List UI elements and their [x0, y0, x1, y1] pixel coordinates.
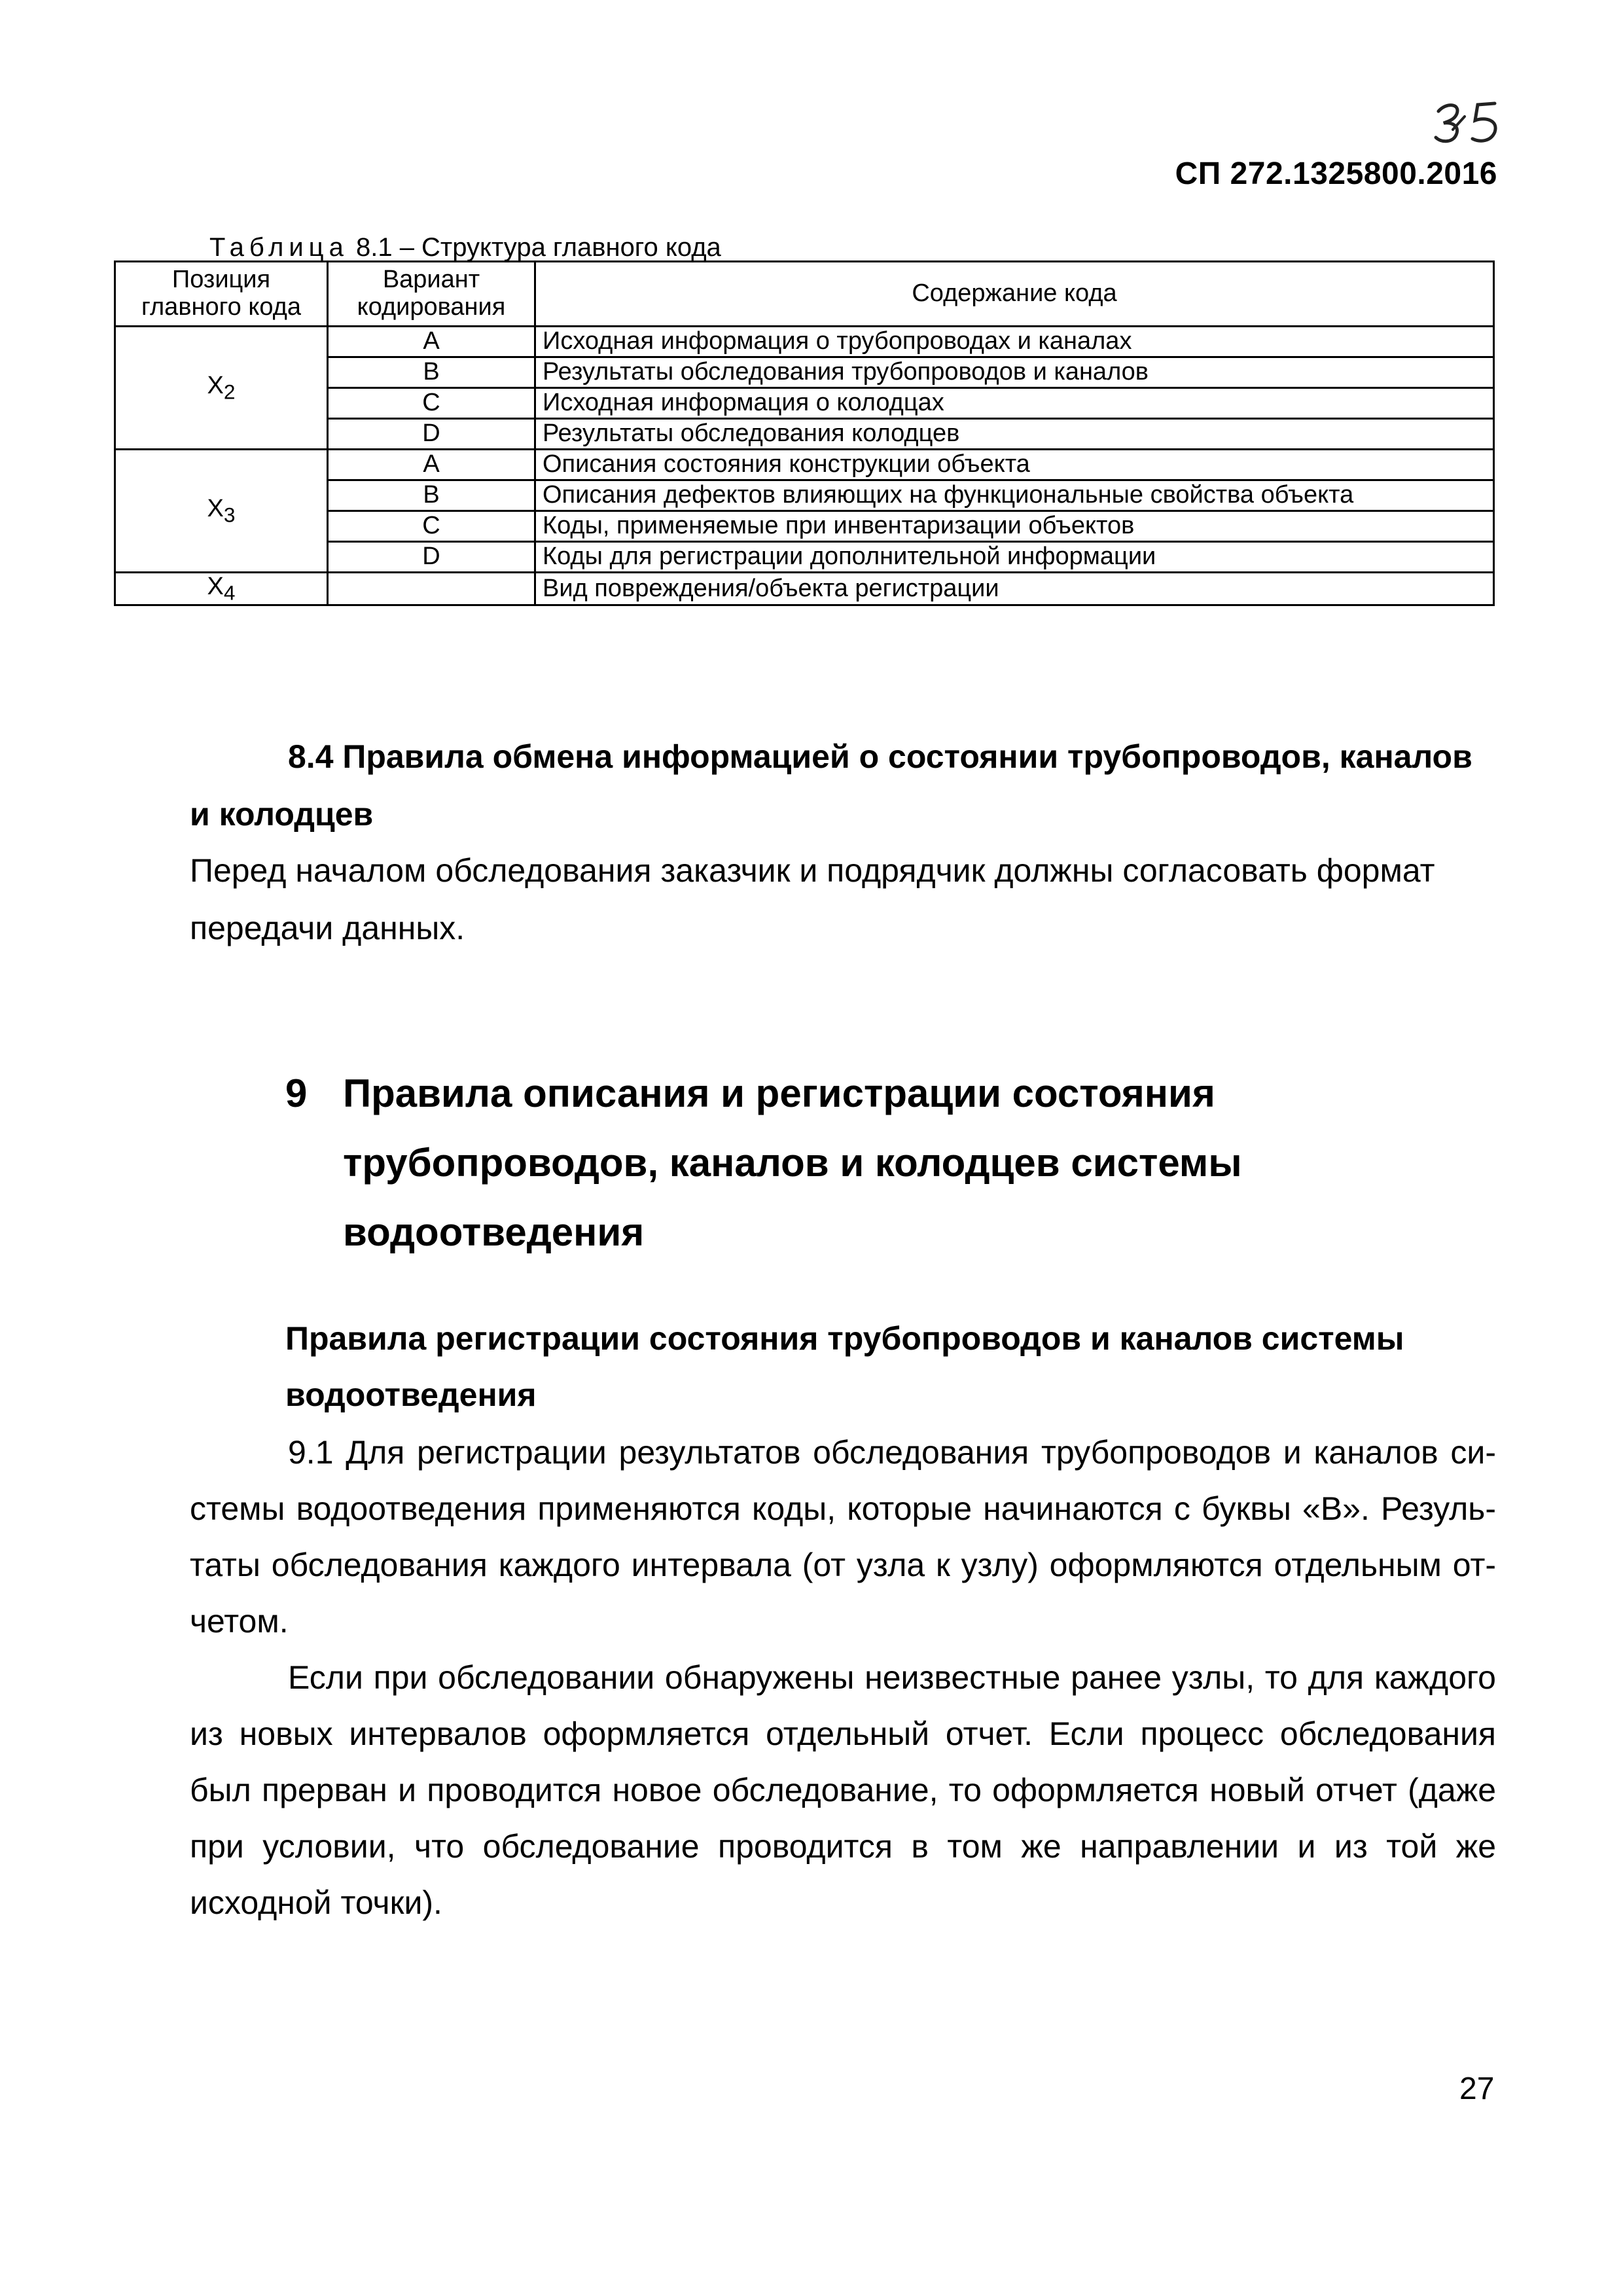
content-cell: Описания дефектов влияющих на функциональные свойства объекта	[535, 480, 1494, 511]
content-cell: Исходная информация о трубопроводах и каналах	[535, 327, 1494, 357]
variant-cell: B	[328, 480, 535, 511]
variant-cell: A	[328, 327, 535, 357]
variant-cell: D	[328, 419, 535, 450]
table-caption-text: 8.1 – Структура главного кода	[355, 233, 721, 262]
section-8-4-paragraph: Перед началом обследования заказчик и подрядчик должны согласовать формат передачи данных.	[190, 852, 1435, 946]
page-number: 27	[1459, 2072, 1495, 2106]
content-cell: Результаты обследования трубопроводов и каналов	[535, 357, 1494, 388]
table-row	[115, 327, 1494, 357]
variant-cell: A	[328, 450, 535, 480]
variant-cell: D	[328, 542, 535, 573]
content-cell: Результаты обследования колодцев	[535, 419, 1494, 450]
position-cell-x2: $X_2$	[115, 327, 328, 450]
section-9-subheading: Правила регистрации состояния трубопроводов и каналов системы водоотведения	[285, 1320, 1404, 1413]
section-8-4-heading: 8.4 Правила обмена информацией о состоянии трубопроводов, каналов и колодцев	[190, 738, 1472, 833]
paragraph-9-1-continued: Если при обследовании обнаружены неизвестные ранее узлы, то для каждого из новых интервалов оформляется отдельный отчет. Если процесс обследования был прерван и проводится новое обследование, то оформляется новый отчет (даже при условии, что обследование проводится в том же направлении и из той же исходной точки).	[190, 1659, 1496, 1921]
header-content: Содержание кода	[535, 262, 1494, 327]
section-9-number: 9	[285, 1071, 308, 1115]
content-cell: Коды, применяемые при инвентаризации объектов	[535, 511, 1494, 542]
position-cell-x3: $X_3$	[115, 450, 328, 573]
table-header-row	[115, 262, 1494, 327]
main-code-structure-table	[114, 260, 1495, 606]
variant-cell	[328, 573, 535, 605]
variant-cell: B	[328, 357, 535, 388]
variant-cell: C	[328, 511, 535, 542]
table-row	[115, 450, 1494, 480]
content-cell: Коды для регистрации дополнительной информации	[535, 542, 1494, 573]
section-9-title: Правила описания и регистрации состояния трубопроводов, каналов и колодцев системы водоотведения	[343, 1071, 1242, 1254]
paragraph-9-1: 9.1 Для регистрации результатов обследования трубопроводов и каналов системы водоотведения применяются коды, которые начинаются с буквы «B». Результаты обследования каждого интервала (от узла к узлу) оформляются отдельным отчетом.	[190, 1434, 1496, 1640]
table-caption	[209, 233, 721, 262]
table-row	[115, 573, 1494, 605]
table-caption-word: Таблица	[209, 233, 349, 262]
header-variant: Вариант кодирования	[328, 262, 535, 327]
content-cell: Исходная информация о колодцах	[535, 388, 1494, 419]
variant-cell: C	[328, 388, 535, 419]
header-position: Позиция главного кода	[115, 262, 328, 327]
content-cell: Описания состояния конструкции объекта	[535, 450, 1494, 480]
document-code: СП 272.1325800.2016	[1175, 156, 1497, 191]
handwritten-page-mark	[1427, 97, 1518, 149]
position-cell-x4: $X_4$	[115, 573, 328, 605]
content-cell: Вид повреждения/объекта регистрации	[535, 573, 1494, 605]
